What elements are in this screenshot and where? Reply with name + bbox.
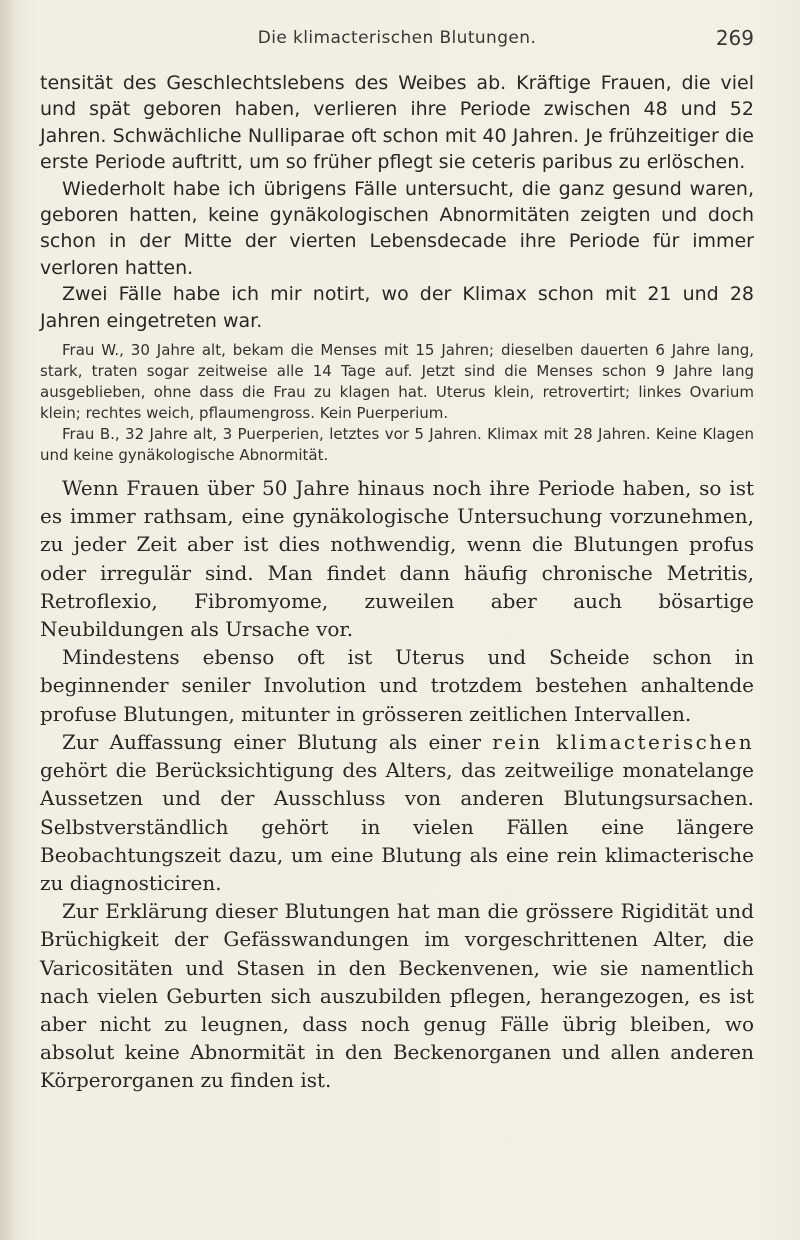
binding-shadow — [0, 0, 16, 1240]
paragraph-7: Zur Erklärung dieser Blutungen hat man die grössere Rigidität und Brüchigkeit der Gefässwandungen im vorgeschrittenen Alter, die Varicositäten und Stasen in den Beckenvenen, wie sie namentlich nach vielen Geburten sich auszubilden pflegen, herangezogen, es ist aber nicht zu leugnen, dass noch genug Fälle übrig bleiben, wo absolut keine Abnormität in den Beckenorganen und allen anderen Körperorganen zu finden ist. — [40, 899, 754, 1093]
paragraph-6 — [40, 728, 754, 897]
paragraph-2: Wiederholt habe ich übrigens Fälle untersucht, die ganz gesund waren, geboren hatten, keine gynäkologischen Abnormitäten zeigten und doch schon in der Mitte der vierten Lebensdecade ihre Periode für immer verloren hatten. — [40, 177, 754, 279]
main-discussion — [40, 474, 754, 1094]
page-number: 269 — [715, 26, 754, 50]
paragraph-1: tensität des Geschlechtslebens des Weibes ab. Kräftige Frauen, die viel und spät geboren haben, verlieren ihre Periode zwischen 48 und 52 Jahren. Schwächliche Nulliparae oft schon mit 40 Jahren. Je frühzeitiger die erste Periode auftritt, um so früher pflegt sie ceteris paribus zu erlöschen. — [40, 72, 754, 174]
case-report-2: Frau B., 32 Jahre alt, 3 Puerperien, letztes vor 5 Jahren. Klimax mit 28 Jahren. Keine Klagen und keine gynäkologische Abnormität. — [40, 425, 754, 465]
page-header — [40, 22, 754, 58]
paragraph-6-end: gehört die Berücksichtigung des Alters, das zeitweilige monatelange Aussetzen und der Ausschluss von anderen Blutungsursachen. Selbstverständlich gehört in vielen Fällen eine längere Beobachtungszeit dazu, um eine Blutung als eine rein klimacterische zu diagnosticiren. — [40, 758, 754, 895]
paragraph-5: Mindestens ebenso oft ist Uterus und Scheide schon in beginnender seniler Involution und trotzdem bestehen anhaltende profuse Blutungen, mitunter in grösseren zeitlichen Intervallen. — [40, 645, 754, 726]
paragraph-4: Wenn Frauen über 50 Jahre hinaus noch ihre Periode haben, so ist es immer rathsam, eine gynäkologische Untersuchung vorzunehmen, zu jeder Zeit aber ist dies nothwendig, wenn die Blutungen profus oder irregulär sind. Man findet dann häufig chronische Metritis, Retroflexio, Fibromyome, zuweilen aber auch bösartige Neubildungen als Ursache vor. — [40, 476, 754, 642]
emphasized-term: rein klimacterischen — [492, 729, 754, 754]
paragraph-6-start: Zur Auffassung einer Blutung als einer — [62, 729, 493, 754]
running-title: Die klimacterischen Blutungen. — [257, 28, 537, 48]
case-reports — [40, 340, 754, 466]
main-text — [40, 70, 754, 1095]
paragraph-3: Zwei Fälle habe ich mir notirt, wo der Klimax schon mit 21 und 28 Jahren eingetreten war. — [40, 283, 754, 332]
case-report-1: Frau W., 30 Jahre alt, bekam die Menses mit 15 Jahren; dieselben dauerten 6 Jahre lang, stark, traten sogar zeitweise alle 14 Tage auf. Jetzt sind die Menses schon 9 Jahre lang ausgeblieben, ohne dass die Frau zu klagen hat. Uterus klein, retrovertirt; linkes Ovarium klein; rechtes weich, pflaumengross. Kein Puerperium. — [40, 341, 754, 423]
